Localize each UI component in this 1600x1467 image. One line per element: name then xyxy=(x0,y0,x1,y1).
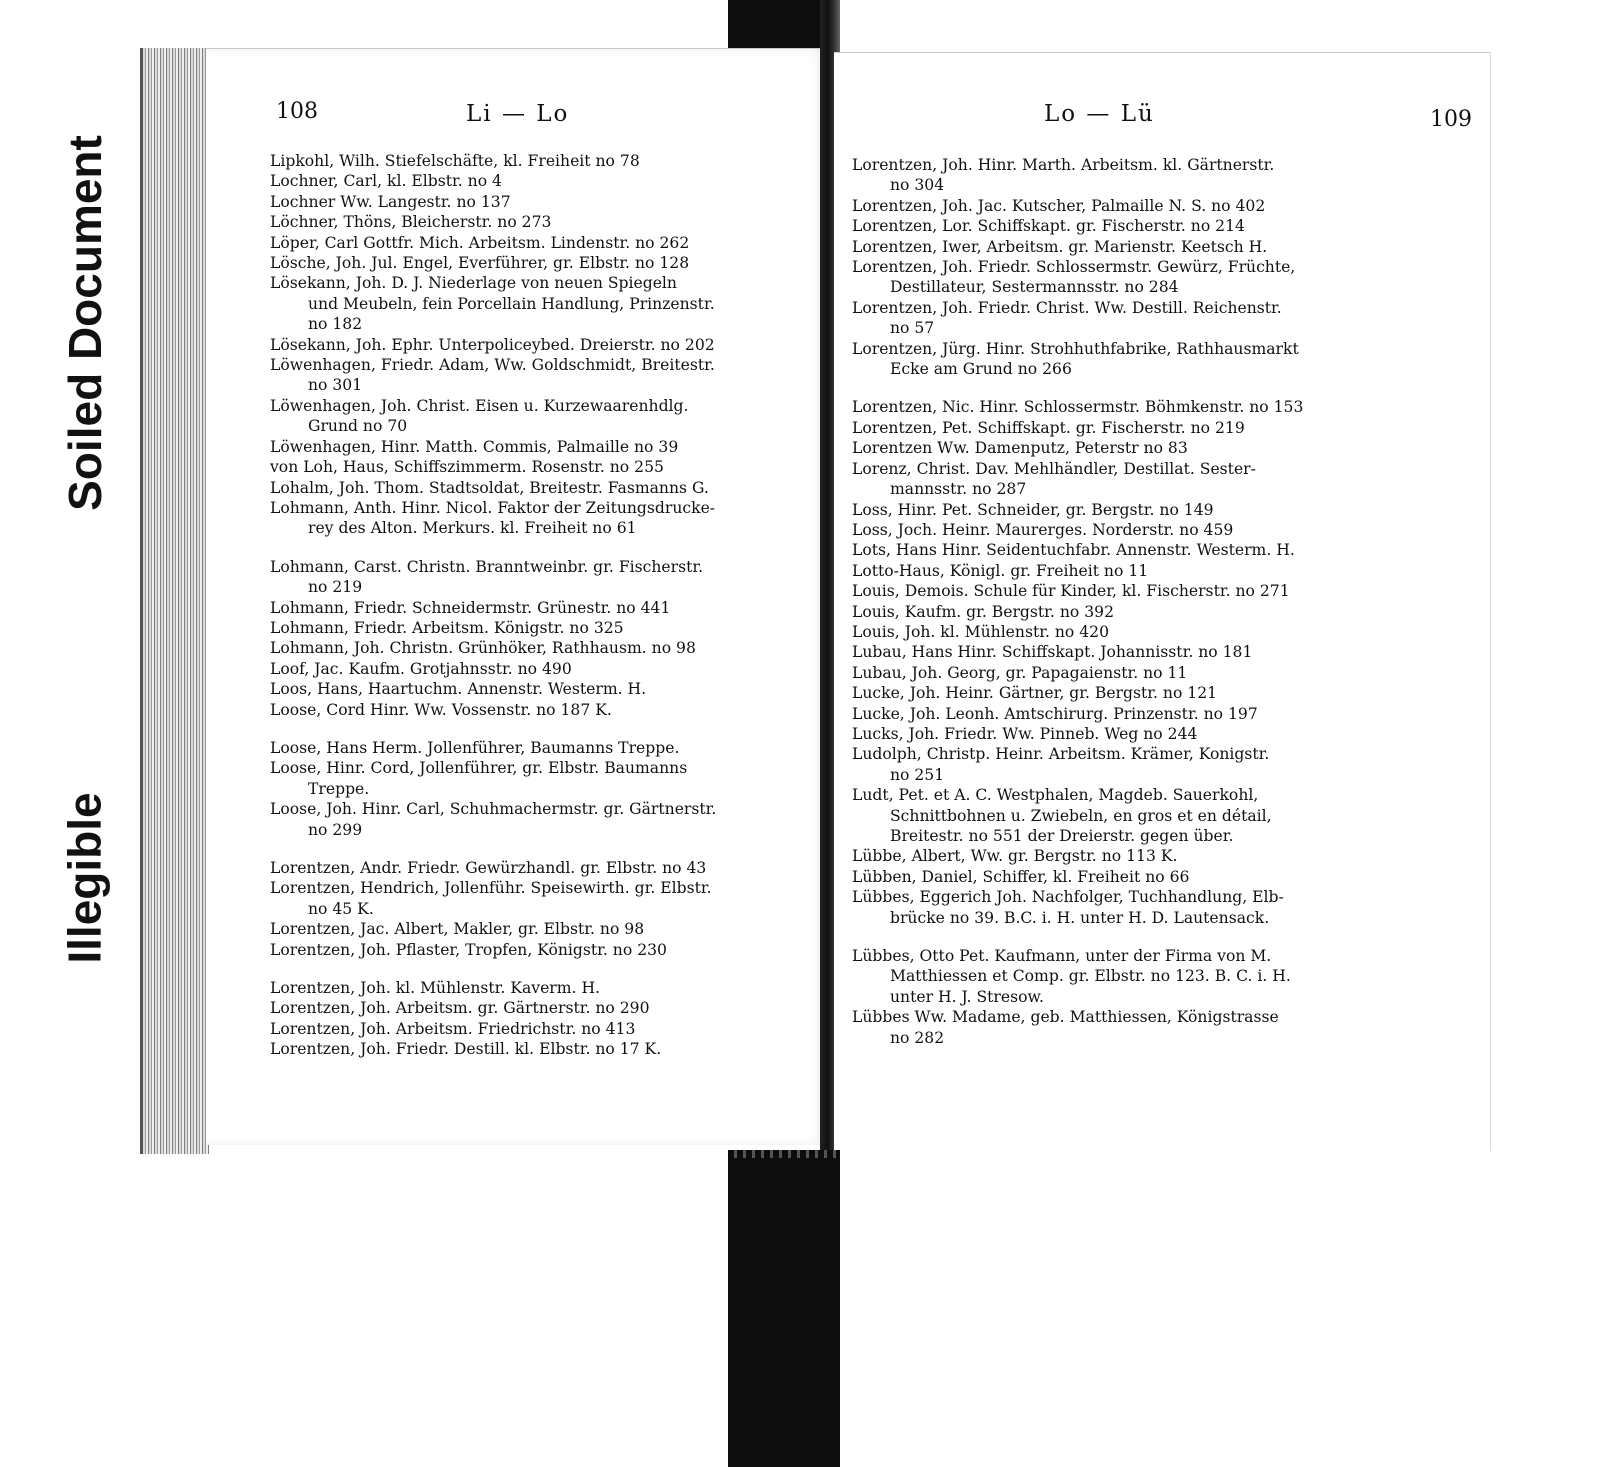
directory-entry-continuation: no 251 xyxy=(890,765,945,784)
directory-entry: Lucks, Joh. Friedr. Ww. Pinneb. Weg no 244 xyxy=(852,724,1198,743)
directory-entry: Lipkohl, Wilh. Stiefelschäfte, kl. Freiheit no 78 xyxy=(270,152,640,170)
directory-entry: Lorentzen, Jürg. Hinr. Strohhuthfabrike, Rathhausmarkt xyxy=(852,339,1299,358)
directory-entry: Lösche, Joh. Jul. Engel, Everführer, gr. Elbstr. no 128 xyxy=(270,254,690,273)
directory-entry: Ludolph, Christp. Heinr. Arbeitsm. Krämer, Konigstr. xyxy=(852,745,1270,764)
directory-entry: Lots, Hans Hinr. Seidentuchfabr. Annenstr. Westerm. H. xyxy=(852,541,1295,560)
directory-entry: Loose, Hans Herm. Jollenführer, Baumanns Treppe. xyxy=(270,738,680,757)
strap-bottom xyxy=(728,1150,840,1467)
left-page xyxy=(206,48,824,1145)
directory-entry: Ludt, Pet. et A. C. Westphalen, Magdeb. Sauerkohl, xyxy=(852,786,1259,805)
page-number-right: 109 xyxy=(1430,107,1472,132)
page-edges xyxy=(140,48,209,1154)
directory-entry: Löwenhagen, Joh. Christ. Eisen u. Kurzewaarenhdlg. xyxy=(270,396,689,415)
directory-entry-continuation: und Meubeln, fein Porcellain Handlung, Prinzenstr. xyxy=(308,294,715,313)
entry-list-left xyxy=(270,151,790,1060)
directory-entry-continuation: brücke no 39. B.C. i. H. unter H. D. Lautensack. xyxy=(890,908,1270,927)
directory-entry: Lubau, Joh. Georg, gr. Papagaienstr. no 11 xyxy=(852,663,1188,682)
directory-entry: Lösekann, Joh. Ephr. Unterpoliceybed. Dreierstr. no 202 xyxy=(270,335,715,354)
directory-entry: Lorentzen, Jac. Albert, Makler, gr. Elbstr. no 98 xyxy=(270,920,645,939)
directory-entry-continuation: Destillateur, Sestermannsstr. no 284 xyxy=(890,278,1179,297)
directory-entry: von Loh, Haus, Schiffszimmerm. Rosenstr. no 255 xyxy=(270,458,664,477)
directory-entry-continuation: no 45 K. xyxy=(308,899,374,918)
directory-entry-continuation: rey des Alton. Merkurs. kl. Freiheit no 61 xyxy=(308,519,637,538)
entry-list-right xyxy=(852,155,1362,1048)
directory-entry-continuation: no 304 xyxy=(890,176,945,195)
directory-entry: Lösekann, Joh. D. J. Niederlage von neuen Spiegeln xyxy=(270,274,677,293)
directory-entry-continuation: no 182 xyxy=(308,315,363,334)
directory-entry: Lorentzen, Joh. Hinr. Marth. Arbeitsm. kl. Gärtnerstr. xyxy=(852,156,1275,174)
strap-tear xyxy=(728,1150,840,1158)
directory-entry: Lübbes, Otto Pet. Kaufmann, unter der Firma von M. xyxy=(852,947,1272,966)
directory-entry: Lorentzen, Joh. Friedr. Christ. Ww. Destill. Reichenstr. xyxy=(852,298,1282,317)
directory-entry: Lohmann, Joh. Christn. Grünhöker, Rathhausm. no 98 xyxy=(270,639,696,658)
directory-entry-continuation: Matthiessen et Comp. gr. Elbstr. no 123. B. C. i. H. xyxy=(890,967,1291,986)
directory-entry: Lohmann, Friedr. Arbeitsm. Königstr. no 325 xyxy=(270,618,624,637)
directory-entry: Lochner Ww. Langestr. no 137 xyxy=(270,192,511,211)
directory-entry-continuation: no 219 xyxy=(308,578,363,597)
directory-entry: Lorentzen, Lor. Schiffskapt. gr. Fischerstr. no 214 xyxy=(852,217,1245,236)
directory-entry-continuation: mannsstr. no 287 xyxy=(890,480,1027,499)
soiled-document-label: Soiled Document xyxy=(59,135,111,511)
directory-entry-continuation: unter H. J. Stresow. xyxy=(890,987,1044,1006)
directory-entry: Lohalm, Joh. Thom. Stadtsoldat, Breitestr. Fasmanns G. xyxy=(270,478,709,497)
directory-entry-continuation: Breitestr. no 551 der Dreierstr. gegen über. xyxy=(890,827,1234,845)
directory-entry: Lübbes, Eggerich Joh. Nachfolger, Tuchhandlung, Elb- xyxy=(852,888,1284,907)
directory-entry: Loose, Hinr. Cord, Jollenführer, gr. Elbstr. Baumanns xyxy=(270,759,688,778)
directory-entry: Lübbe, Albert, Ww. gr. Bergstr. no 113 K. xyxy=(852,847,1178,866)
directory-entry: Loos, Hans, Haartuchm. Annenstr. Westerm. H. xyxy=(270,680,647,699)
directory-entry: Lorentzen, Joh. Arbeitsm. Friedrichstr. no 413 xyxy=(270,1019,636,1038)
directory-entry: Loof, Jac. Kaufm. Grotjahnsstr. no 490 xyxy=(270,659,572,678)
directory-entry: Loss, Joch. Heinr. Maurerges. Norderstr. no 459 xyxy=(852,520,1234,539)
directory-entry-continuation: no 299 xyxy=(308,820,363,839)
directory-entry-continuation: no 301 xyxy=(308,376,363,395)
directory-entry: Lotto-Haus, Königl. gr. Freiheit no 11 xyxy=(852,561,1149,580)
page-header-right: Lo — Lü xyxy=(1044,101,1155,127)
illegible-label: Illegible xyxy=(59,792,112,964)
directory-entry: Lorentzen, Joh. Jac. Kutscher, Palmaille N. S. no 402 xyxy=(852,196,1266,215)
directory-entry: Lohmann, Friedr. Schneidermstr. Grünestr. no 441 xyxy=(270,598,671,617)
directory-entry: Löwenhagen, Friedr. Adam, Ww. Goldschmidt, Breitestr. xyxy=(270,356,715,375)
directory-entry-continuation: no 57 xyxy=(890,319,935,338)
directory-entry-continuation: no 282 xyxy=(890,1028,945,1047)
directory-entry: Lorentzen, Andr. Friedr. Gewürzhandl. gr. Elbstr. no 43 xyxy=(270,859,707,877)
directory-entry: Lohmann, Carst. Christn. Branntweinbr. gr. Fischerstr. xyxy=(270,557,704,576)
directory-entry: Lorentzen Ww. Damenputz, Peterstr no 83 xyxy=(852,439,1188,458)
page-header-left: Li — Lo xyxy=(466,101,570,127)
directory-entry-continuation: Schnittbohnen u. Zwiebeln, en gros et en détail, xyxy=(890,806,1272,825)
directory-entry: Lübben, Daniel, Schiffer, kl. Freiheit no 66 xyxy=(852,867,1190,886)
directory-entry: Löwenhagen, Hinr. Matth. Commis, Palmaille no 39 xyxy=(270,437,679,456)
directory-entry: Louis, Kaufm. gr. Bergstr. no 392 xyxy=(852,602,1114,621)
directory-entry: Lucke, Joh. Leonh. Amtschirurg. Prinzenstr. no 197 xyxy=(852,704,1258,723)
directory-entry: Loose, Cord Hinr. Ww. Vossenstr. no 187 K. xyxy=(270,700,612,719)
directory-entry: Louis, Joh. kl. Mühlenstr. no 420 xyxy=(852,622,1110,641)
directory-entry: Lorentzen, Joh. Friedr. Destill. kl. Elbstr. no 17 K. xyxy=(270,1040,662,1059)
directory-entry: Loss, Hinr. Pet. Schneider, gr. Bergstr. no 149 xyxy=(852,500,1214,519)
right-page xyxy=(834,52,1491,1151)
directory-entry: Lorentzen, Iwer, Arbeitsm. gr. Marienstr. Keetsch H. xyxy=(852,237,1268,256)
directory-entry: Louis, Demois. Schule für Kinder, kl. Fischerstr. no 271 xyxy=(852,582,1290,601)
directory-entry: Lübbes Ww. Madame, geb. Matthiessen, Königstrasse xyxy=(852,1008,1279,1027)
directory-entry: Löchner, Thöns, Bleicherstr. no 273 xyxy=(270,213,552,232)
directory-entry: Lorentzen, Joh. Pflaster, Tropfen, Königstr. no 230 xyxy=(270,940,667,959)
directory-entry-continuation: Grund no 70 xyxy=(308,417,408,436)
page-number-left: 108 xyxy=(276,99,318,124)
directory-entry: Lorentzen, Joh. kl. Mühlenstr. Kaverm. H. xyxy=(270,979,601,998)
directory-entry: Lorentzen, Hendrich, Jollenführ. Speisewirth. gr. Elbstr. xyxy=(270,879,712,898)
directory-entry: Lorentzen, Nic. Hinr. Schlossermstr. Böhmkenstr. no 153 xyxy=(852,398,1304,417)
directory-entry: Lorenz, Christ. Dav. Mehlhändler, Destillat. Sester- xyxy=(852,459,1256,478)
directory-entry: Lohmann, Anth. Hinr. Nicol. Faktor der Zeitungsdrucke- xyxy=(270,498,716,517)
directory-entry: Lubau, Hans Hinr. Schiffskapt. Johannisstr. no 181 xyxy=(852,643,1253,662)
directory-entry: Lochner, Carl, kl. Elbstr. no 4 xyxy=(270,172,502,191)
directory-entry: Loose, Joh. Hinr. Carl, Schuhmachermstr. gr. Gärtnerstr. xyxy=(270,800,717,819)
directory-entry: Löper, Carl Gottfr. Mich. Arbeitsm. Lindenstr. no 262 xyxy=(270,233,690,252)
directory-entry-continuation: Treppe. xyxy=(308,779,370,798)
directory-entry: Lorentzen, Joh. Friedr. Schlossermstr. Gewürz, Früchte, xyxy=(852,258,1296,277)
directory-entry: Lucke, Joh. Heinr. Gärtner, gr. Bergstr. no 121 xyxy=(852,684,1218,703)
directory-entry: Lorentzen, Pet. Schiffskapt. gr. Fischerstr. no 219 xyxy=(852,418,1245,437)
strap-top xyxy=(728,0,834,48)
directory-entry-continuation: Ecke am Grund no 266 xyxy=(890,360,1072,379)
directory-entry: Lorentzen, Joh. Arbeitsm. gr. Gärtnerstr. no 290 xyxy=(270,999,650,1018)
